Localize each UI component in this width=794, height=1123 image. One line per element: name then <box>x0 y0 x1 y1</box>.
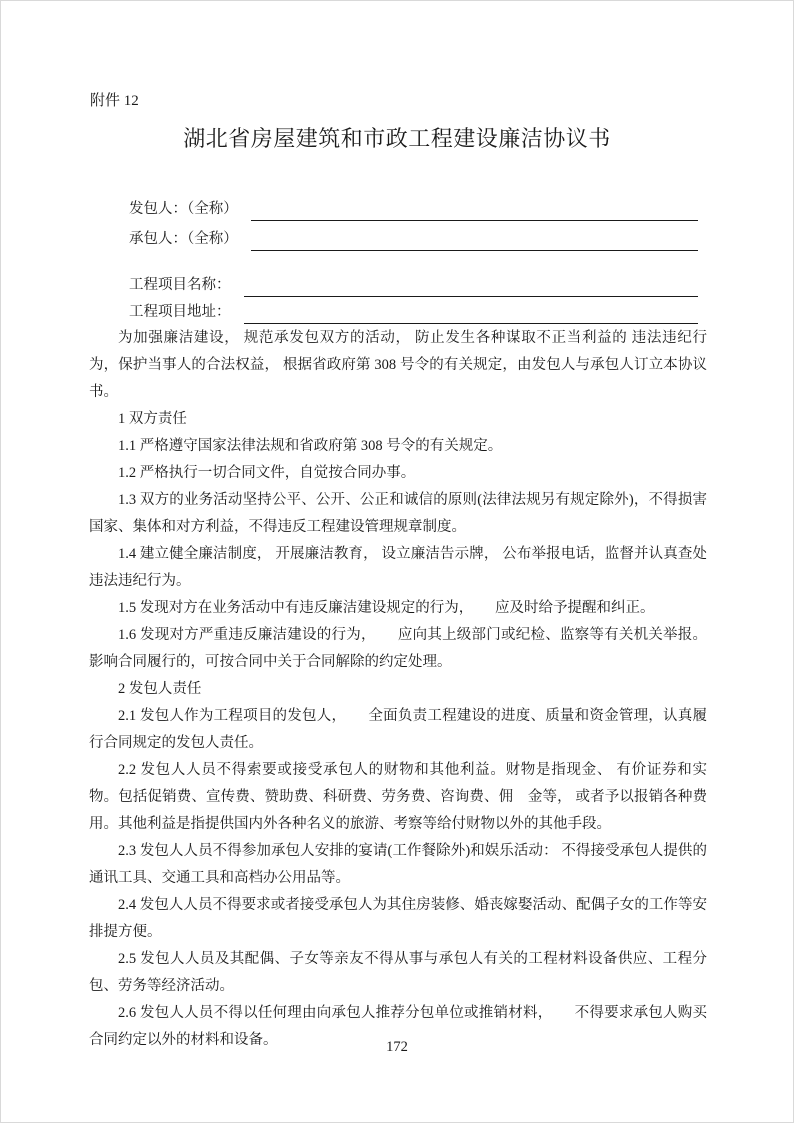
project-address-label: 工程项目地址： <box>129 304 231 320</box>
document-title: 湖北省房屋建筑和市政工程建设廉洁协议书 <box>183 126 611 151</box>
contractor-blank-line[interactable] <box>251 226 698 251</box>
clause-2-3: 2.3 发包人人员不得参加承包人安排的宴请(工作餐除外)和娱乐活动： 不得接受承包人提供的通讯工具、交通工具和高档办公用品等。 <box>89 843 707 886</box>
section-2-heading: 2 发包人责任 <box>118 681 202 697</box>
employer-row <box>129 191 698 221</box>
clause-2-5: 2.5 发包人人员及其配偶、子女等亲友不得从事与承包人有关的工程材料设备供应、工程分包、劳务等经济活动。 <box>89 951 707 994</box>
section-1-heading: 1 双方责任 <box>118 411 187 427</box>
clause-1-4: 1.4 建立健全廉洁制度， 开展廉洁教育， 设立廉洁告示牌， 公布举报电话，监督并认真查处违法违纪行为。 <box>89 546 707 589</box>
employer-label: 发包人：（全称） <box>129 201 238 217</box>
project-form-section <box>129 270 698 324</box>
clause-1-2: 1.2 严格执行一切合同文件，自觉按合同办事。 <box>118 465 416 481</box>
clause-2-1: 2.1 发包人作为工程项目的发包人， 全面负责工程建设的进度、质量和资金管理，认真履行合同规定的发包人责任。 <box>89 708 707 751</box>
party-form-section <box>129 191 698 251</box>
clause-2-6: 2.6 发包人人员不得以任何理由向承包人推荐分包单位或推销材料， 不得要求承包人购买合同约定以外的材料和设备。 <box>89 1005 707 1048</box>
project-name-row <box>129 270 698 297</box>
project-name-label: 工程项目名称： <box>129 277 231 293</box>
project-name-blank-line[interactable] <box>244 272 699 297</box>
project-address-row <box>129 297 698 324</box>
project-address-blank-line[interactable] <box>244 299 699 324</box>
clause-2-4: 2.4 发包人人员不得要求或者接受承包人为其住房装修、婚丧嫁娶活动、配偶子女的工作等安排提方便。 <box>89 897 707 940</box>
clause-2-2: 2.2 发包人人员不得索要或接受承包人的财物和其他利益。财物是指现金、 有价证券和实物。包括促销费、宣传费、赞助费、科研费、劳务费、咨询费、佣 金等， 或者予以报销各种费用。其他利益是指提供国内外各种名义的旅游、考察等给付财物以外的其他手段。 <box>89 762 707 832</box>
contractor-row <box>129 221 698 251</box>
clause-1-5: 1.5 发现对方在业务活动中有违反廉洁建设规定的行为， 应及时给予提醒和纠正。 <box>118 600 655 616</box>
clause-1-3: 1.3 双方的业务活动坚持公平、公开、公正和诚信的原则(法律法规另有规定除外)，不得损害国家、集体和对方利益，不得违反工程建设管理规章制度。 <box>89 492 707 535</box>
intro-paragraph: 为加强廉洁建设， 规范承发包双方的活动， 防止发生各种谋取不正当利益的 违法违纪行为，保护当事人的合法权益， 根据省政府第 308 号令的有关规定，由发包人与承包人订立本协议书。 <box>89 330 707 400</box>
document-body <box>89 325 707 1054</box>
contractor-label: 承包人：（全称） <box>129 231 238 247</box>
page-number: 172 <box>386 1039 408 1055</box>
attachment-label: 附件 12 <box>90 93 139 109</box>
clause-1-1: 1.1 严格遵守国家法律法规和省政府第 308 号令的有关规定。 <box>118 438 503 454</box>
clause-1-6: 1.6 发现对方严重违反廉洁建设的行为， 应向其上级部门或纪检、监察等有关机关举报。影响合同履行的，可按合同中关于合同解除的约定处理。 <box>89 627 707 670</box>
employer-blank-line[interactable] <box>251 196 698 221</box>
